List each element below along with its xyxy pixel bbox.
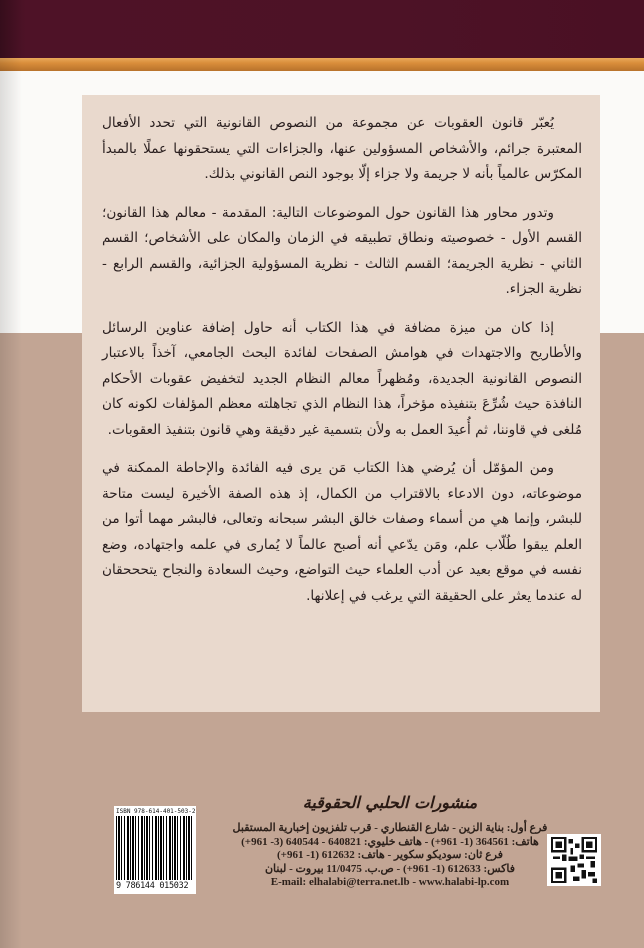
address-line-1: فرع أول: بناية الزين - شارع القنطاري - قرب تلفزيون إخبارية المستقبل (232, 822, 548, 834)
qr-code-icon (547, 834, 601, 886)
address-line-3: فرع ثان: سوديكو سكوير - هاتف: 612632 (1- 961+) (277, 849, 503, 862)
barcode-bars (116, 816, 194, 880)
contact-line: E-mail: elhalabi@terra.net.lb - www.halabi-lp.com (270, 876, 510, 889)
address-line-2: هاتف: 364561 (1- 961+) - هاتف خليوي: 640821 - 640544 (3- 961+) (241, 835, 539, 848)
blurb-paragraph-3: إذا كان من ميزة مضافة في هذا الكتاب أنه حاول إضافة عناوين الرسائل والأطاريح والاجتهدات في هوامش الصفحات لفائدة البحث الجامعي، آخذاً بالاعتبار النصوص القانونية الجديدة، ومُظهراً معالم النظام الجديد لتخفيض عقوبات الأحكام النافذة حيث شُرِّعَ بتنفيذه مؤخراً، هذا النظام الذي تجاهلته معظم المؤلفات لكونه كان مُلغى في قاوننا، ثم أُعيدَ العمل به ولأن بتسمية غير دقيقة وهي قانون بتنفيذ العقوبات. (102, 319, 582, 438)
publisher-logo: منشورات الحلبي الحقوقية (302, 793, 478, 812)
blurb-paragraph-4: ومن المؤمّل أن يُرضي هذا الكتاب مَن يرى فيه الفائدة والإحاطة الممكنة في موضوعاته، دون الادعاء بالاقتراب من الكمال، إذ هذه الصفة الأخيرة ليست متاحة للبشر، وإنما هي من أسماء وصفات خالق البشر سبحانه وتعالى، فالبشر مهما أتوا من العلم يبقوا طُلّاب علم، ومَن يدّعي أنه أصبح عالماً لا يُمارى في علمه واجتهاده، وضع نفسه في موقع بعيد عن أدب العلماء حيث التواضع، وحيث السعادة والنجاح يتحححقان له عندما يعثر على الحقيقة التي يرغب في إعلانها. (102, 460, 582, 604)
blurb-paragraph-2: وتدور محاور هذا القانون حول الموضوعات التالية: المقدمة - معالم هذا القانون؛ القسم الأول - خصوصيته ونطاق تطبيقه في الزمان والمكان على الأشخاص؛ القسم الثاني - نظرية الجريمة؛ القسم الثالث - نظرية المسؤولية الجزائية، والقسم الرابع - نظرية الجزاء. (102, 204, 582, 297)
blurb-box (82, 95, 600, 712)
spine-shadow (0, 0, 22, 948)
gold-stripe (0, 58, 644, 71)
isbn-label: ISBN 978-614-401-503-2 (116, 808, 196, 815)
publisher-address (230, 822, 550, 890)
ean-digits: 9 786144 015032 (116, 881, 189, 891)
isbn-barcode (114, 806, 196, 894)
top-color-band (0, 0, 644, 58)
blurb-paragraph-1: يُعبّر قانون العقوبات عن مجموعة من النصوص القانونية التي تحدد الأفعال المعتبرة جرائم، والأشخاص المسؤولين عنها، والجزاءات التي يستحقونها عملًا بالمبدأ المكرّس عالمياً بأنه لا جريمة ولا جزاء إلّا بوجود النص القانوني بذلك. (102, 115, 582, 182)
address-line-4: فاكس: 612633 (1- 961+) - ص.ب. 11/0475 بيروت - لبنان (264, 862, 516, 875)
